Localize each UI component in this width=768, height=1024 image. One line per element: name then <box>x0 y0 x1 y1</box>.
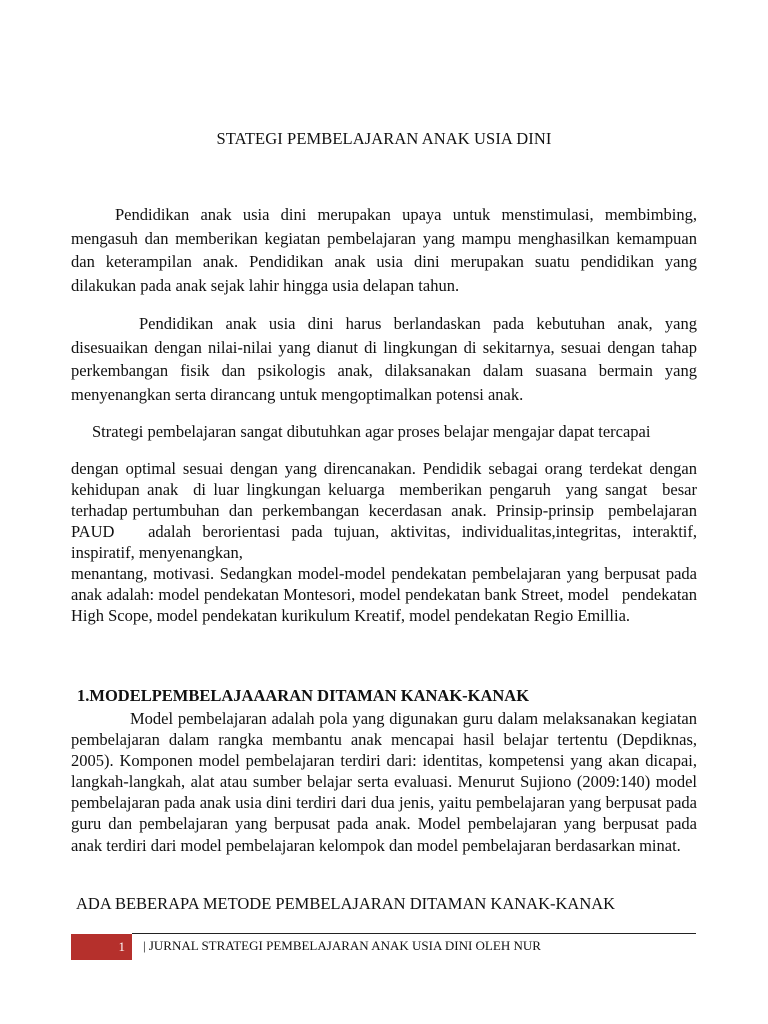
subheading-methods: ADA BEBERAPA METODE PEMBELAJARAN DITAMAN KANAK-KANAK <box>76 894 616 913</box>
paragraph-approaches: menantang, motivasi. Sedangkan model-model pendekatan pembelajaran yang berpusat pada anak adalah: model pendekatan Montesori, model pendekatan bank Street, model pendekatan High Scope, model pendekatan kurikulum Kreatif, model pendekatan Regio Emillia. <box>71 564 710 626</box>
section-heading: 1.MODELPEMBELAJAAARAN DITAMAN KANAK-KANAK <box>77 686 530 705</box>
paragraph-learning-model: Model pembelajaran adalah pola yang digunakan guru dalam melaksanakan kegiatan pembelajaran dalam rangka membantu anak mencapai hasil belajar tertentu (Depdiknas, 2005). Komponen model pembelajaran terdiri dari: identitas, kompetensi yang akan dicapai, langkah-langkah, alat atau sumber belajar serta evaluasi. Menurut Sujiono (2009:140) model pembelajaran pada anak usia dini terdiri dari dua jenis, yaitu pembelajaran yang berpusat pada guru dan pembelajaran yang berpusat pada anak. Model pembelajaran yang berpusat pada anak terdiri dari model pembelajaran kelompok dan model pembelajaran berdasarkan minat. <box>71 709 697 855</box>
paragraph-foundation: Pendidikan anak usia dini harus berlandaskan pada kebutuhan anak, yang disesuaikan dengan nilai-nilai yang dianut di lingkungan di sekitarnya, sesuai dengan tahap perkembangan fisik dan psikologis anak, dilaksanakan dalam suasana bermain yang menyenangkan serta dirancang untuk mengoptimalkan potensi anak. <box>71 314 697 404</box>
footer-page-number: 1 <box>71 934 132 960</box>
paragraph-strategy-line: Strategi pembelajaran sangat dibutuhkan agar proses belajar mengajar dapat tercapai <box>92 422 651 441</box>
document-title: STATEGI PEMBELAJARAN ANAK USIA DINI <box>216 129 552 148</box>
paragraph-principles: dengan optimal sesuai dengan yang direncanakan. Pendidik sebagai orang terdekat dengan kehidupan anak di luar lingkungan keluarga memberikan pengaruh yang sangat besar terhadap pertumbuhan dan perkembangan kecerdasan anak. Prinsip-prinsip pembelajaran PAUD adalah berorientasi pada tujuan, aktivitas, individualitas,integritas, interaktif, inspiratif, menyenangkan, <box>71 459 710 563</box>
footer-divider <box>132 933 696 934</box>
paragraph-intro: Pendidikan anak usia dini merupakan upaya untuk menstimulasi, membimbing, mengasuh dan memberikan kegiatan pembelajaran yang mampu menghasilkan kemampuan dan keterampilan anak. Pendidikan anak usia dini merupakan suatu pendidikan yang dilakukan pada anak sejak lahir hingga usia delapan tahun. <box>71 205 697 295</box>
footer-running-title: | JURNAL STRATEGI PEMBELAJARAN ANAK USIA DINI OLEH NUR <box>143 938 541 953</box>
